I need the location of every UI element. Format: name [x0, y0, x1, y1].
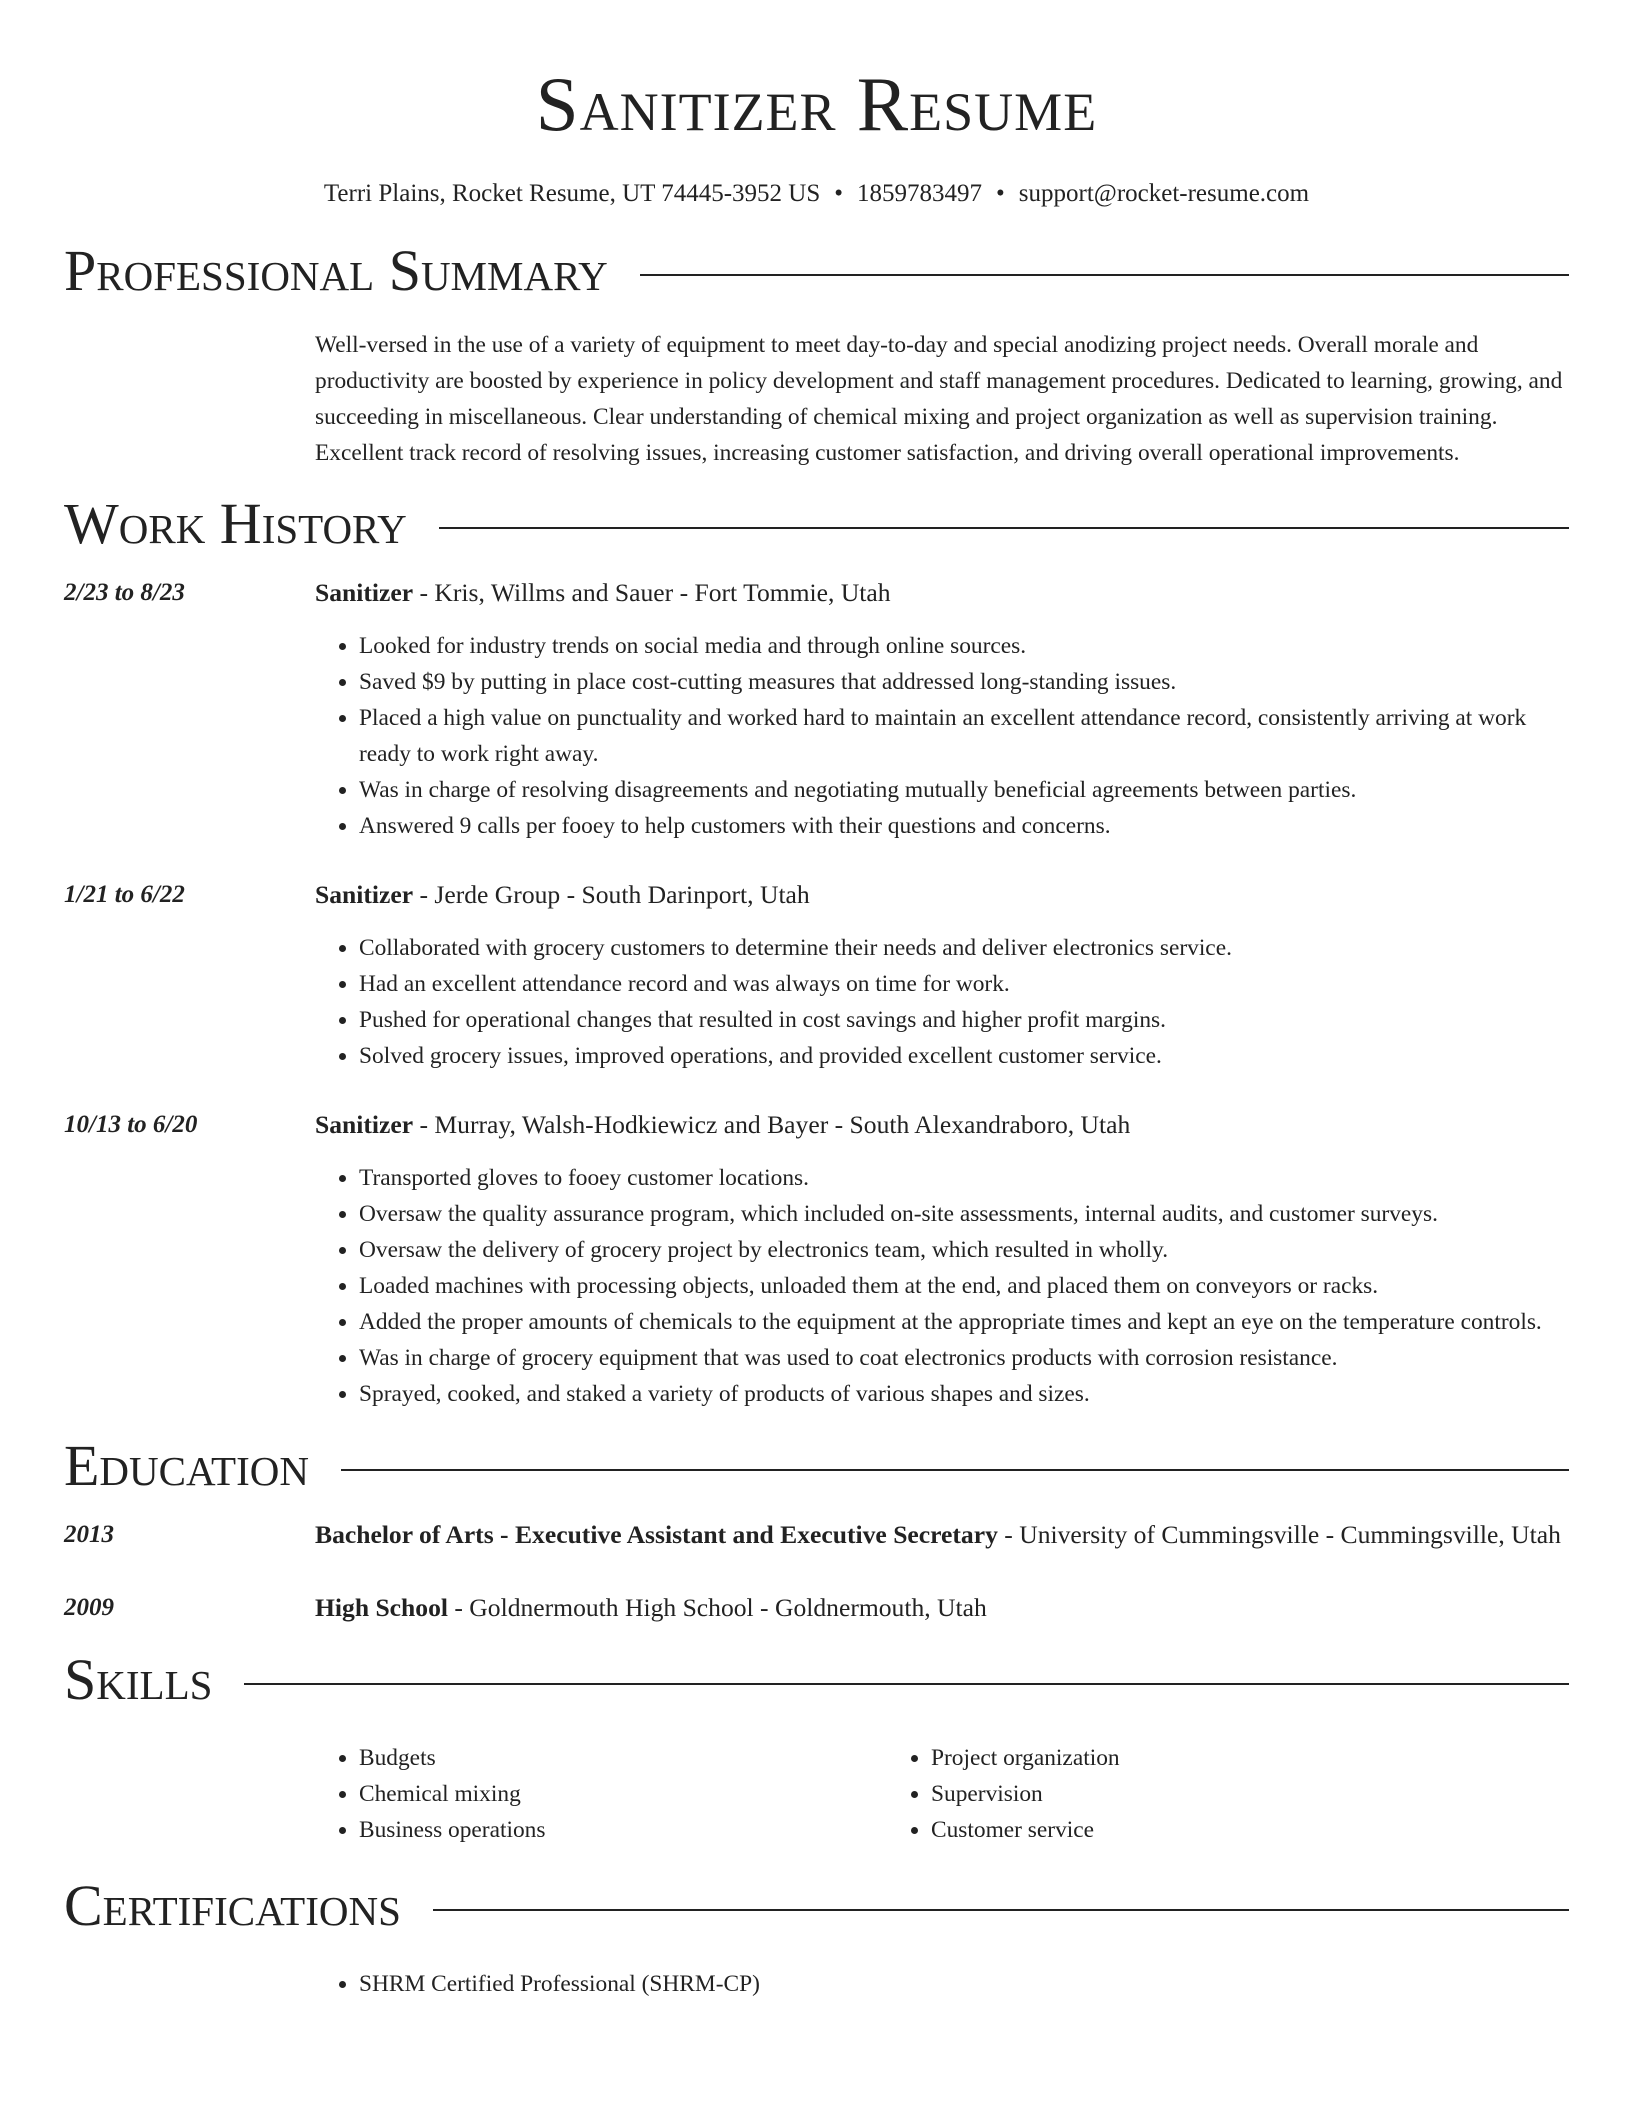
- job-dates: 10/13 to 6/20: [64, 1111, 198, 1138]
- contact-email: support@rocket-resume.com: [1018, 180, 1310, 207]
- skills-column-left: [315, 1740, 887, 1848]
- job-employer: - Jerde Group - South Darinport, Utah: [413, 880, 810, 909]
- job-bullet: • Was in charge of grocery equipment that was used to coat electronics products with corrosion resistance.: [359, 1340, 1569, 1376]
- skill-item: • Chemical mixing: [359, 1776, 887, 1812]
- education-school: - University of Cummingsville - Cummingsville, Utah: [997, 1520, 1561, 1549]
- job-entry: [64, 876, 1569, 1074]
- skills-list: [315, 1740, 1569, 1848]
- skills-column-right: [887, 1740, 1459, 1848]
- contact-address: Terri Plains, Rocket Resume, UT 74445-3952 US: [323, 180, 821, 207]
- section-divider: [433, 1909, 1569, 1911]
- job-entry: [64, 574, 1569, 844]
- resume-title: Sanitizer Resume: [535, 61, 1098, 147]
- education-details: [315, 1516, 1569, 1553]
- skills-heading: Skills: [64, 1647, 213, 1712]
- job-title-line: [315, 574, 1569, 611]
- job-title-line: [315, 876, 1569, 913]
- contact-separator: •: [996, 180, 1005, 207]
- section-divider: [341, 1469, 1569, 1471]
- job-bullet: • Added the proper amounts of chemicals to the equipment at the appropriate times and kept an eye on the temperature controls.: [359, 1304, 1569, 1340]
- education-entry: [64, 1516, 1569, 1553]
- skill-item: • Business operations: [359, 1812, 887, 1848]
- summary-section-header: [64, 239, 1569, 303]
- education-school: - Goldnermouth High School - Goldnermouth, Utah: [447, 1593, 987, 1622]
- job-entry: [64, 1106, 1569, 1412]
- job-bullet: • Pushed for operational changes that resulted in cost savings and higher profit margins.: [359, 1002, 1569, 1038]
- contact-line: [64, 178, 1569, 210]
- work-heading: Work History: [64, 491, 407, 556]
- job-bullets: [315, 628, 1569, 844]
- job-content: [315, 876, 1569, 1074]
- summary-text: Well-versed in the use of a variety of equipment to meet day-to-day and special anodizing project needs. Overall morale and productivity are boosted by experience in policy development and staff management procedures. Dedicated to learning, growing, and succeeding in miscellaneous. Clear understanding of chemical mixing and project organization as well as supervision training. Excellent track record of resolving issues, increasing customer satisfaction, and driving overall operational improvements.: [315, 332, 1563, 466]
- job-content: [315, 1106, 1569, 1412]
- job-dates: 2/23 to 8/23: [64, 579, 185, 606]
- job-bullet: • Oversaw the delivery of grocery project by electronics team, which resulted in wholly.: [359, 1232, 1569, 1268]
- job-bullet: • Answered 9 calls per fooey to help customers with their questions and concerns.: [359, 808, 1569, 844]
- job-content: [315, 574, 1569, 844]
- education-degree: High School: [315, 1593, 448, 1622]
- job-title-line: [315, 1106, 1569, 1143]
- skill-item: • Customer service: [931, 1812, 1459, 1848]
- skill-item: • Supervision: [931, 1776, 1459, 1812]
- job-bullet: • Sprayed, cooked, and staked a variety of products of various shapes and sizes.: [359, 1376, 1569, 1412]
- job-bullet: • Transported gloves to fooey customer locations.: [359, 1160, 1569, 1196]
- education-heading: Education: [64, 1433, 309, 1498]
- skill-item: • Project organization: [931, 1740, 1459, 1776]
- contact-phone: 1859783497: [857, 180, 983, 207]
- section-divider: [244, 1683, 1569, 1685]
- education-degree: Bachelor of Arts - Executive Assistant and Executive Secretary: [315, 1520, 998, 1549]
- job-bullet: • Collaborated with grocery customers to determine their needs and deliver electronics service.: [359, 930, 1569, 966]
- job-bullet: • Loaded machines with processing objects, unloaded them at the end, and placed them on conveyors or racks.: [359, 1268, 1569, 1304]
- job-bullet: • Saved $9 by putting in place cost-cutting measures that addressed long-standing issues.: [359, 664, 1569, 700]
- job-employer: - Kris, Willms and Sauer - Fort Tommie, Utah: [413, 578, 891, 607]
- skills-section-header: [64, 1648, 1569, 1712]
- work-section-header: [64, 492, 1569, 556]
- job-bullet: • Looked for industry trends on social media and through online sources.: [359, 628, 1569, 664]
- job-bullet: • Placed a high value on punctuality and worked hard to maintain an excellent attendance record, consistently arriving at work ready to work right away.: [359, 700, 1569, 772]
- education-year: 2009: [64, 1594, 114, 1621]
- education-entry: [64, 1589, 1569, 1626]
- job-dates: 1/21 to 6/22: [64, 881, 185, 908]
- certification-item: • SHRM Certified Professional (SHRM-CP): [359, 1966, 1569, 2002]
- job-bullets: [315, 1160, 1569, 1412]
- job-bullet: • Oversaw the quality assurance program, which included on-site assessments, internal audits, and customer surveys.: [359, 1196, 1569, 1232]
- contact-separator: •: [834, 180, 844, 207]
- job-bullet: • Was in charge of resolving disagreements and negotiating mutually beneficial agreements between parties.: [359, 772, 1569, 808]
- job-title: Sanitizer: [315, 1110, 414, 1139]
- education-section-header: [64, 1434, 1569, 1498]
- job-title: Sanitizer: [315, 578, 414, 607]
- certifications-list: [315, 1966, 1569, 2002]
- certifications-section-header: [64, 1874, 1569, 1938]
- job-employer: - Murray, Walsh-Hodkiewicz and Bayer - South Alexandraboro, Utah: [413, 1110, 1131, 1139]
- section-divider: [439, 527, 1569, 529]
- job-bullet: • Had an excellent attendance record and was always on time for work.: [359, 966, 1569, 1002]
- job-bullets: [315, 930, 1569, 1074]
- certifications-heading: Certifications: [64, 1873, 401, 1938]
- job-bullet: • Solved grocery issues, improved operations, and provided excellent customer service.: [359, 1038, 1569, 1074]
- section-divider: [640, 274, 1569, 276]
- summary-heading: Professional Summary: [64, 238, 608, 303]
- job-title: Sanitizer: [315, 880, 414, 909]
- skill-item: • Budgets: [359, 1740, 887, 1776]
- education-details: [315, 1589, 1569, 1626]
- education-year: 2013: [64, 1521, 114, 1548]
